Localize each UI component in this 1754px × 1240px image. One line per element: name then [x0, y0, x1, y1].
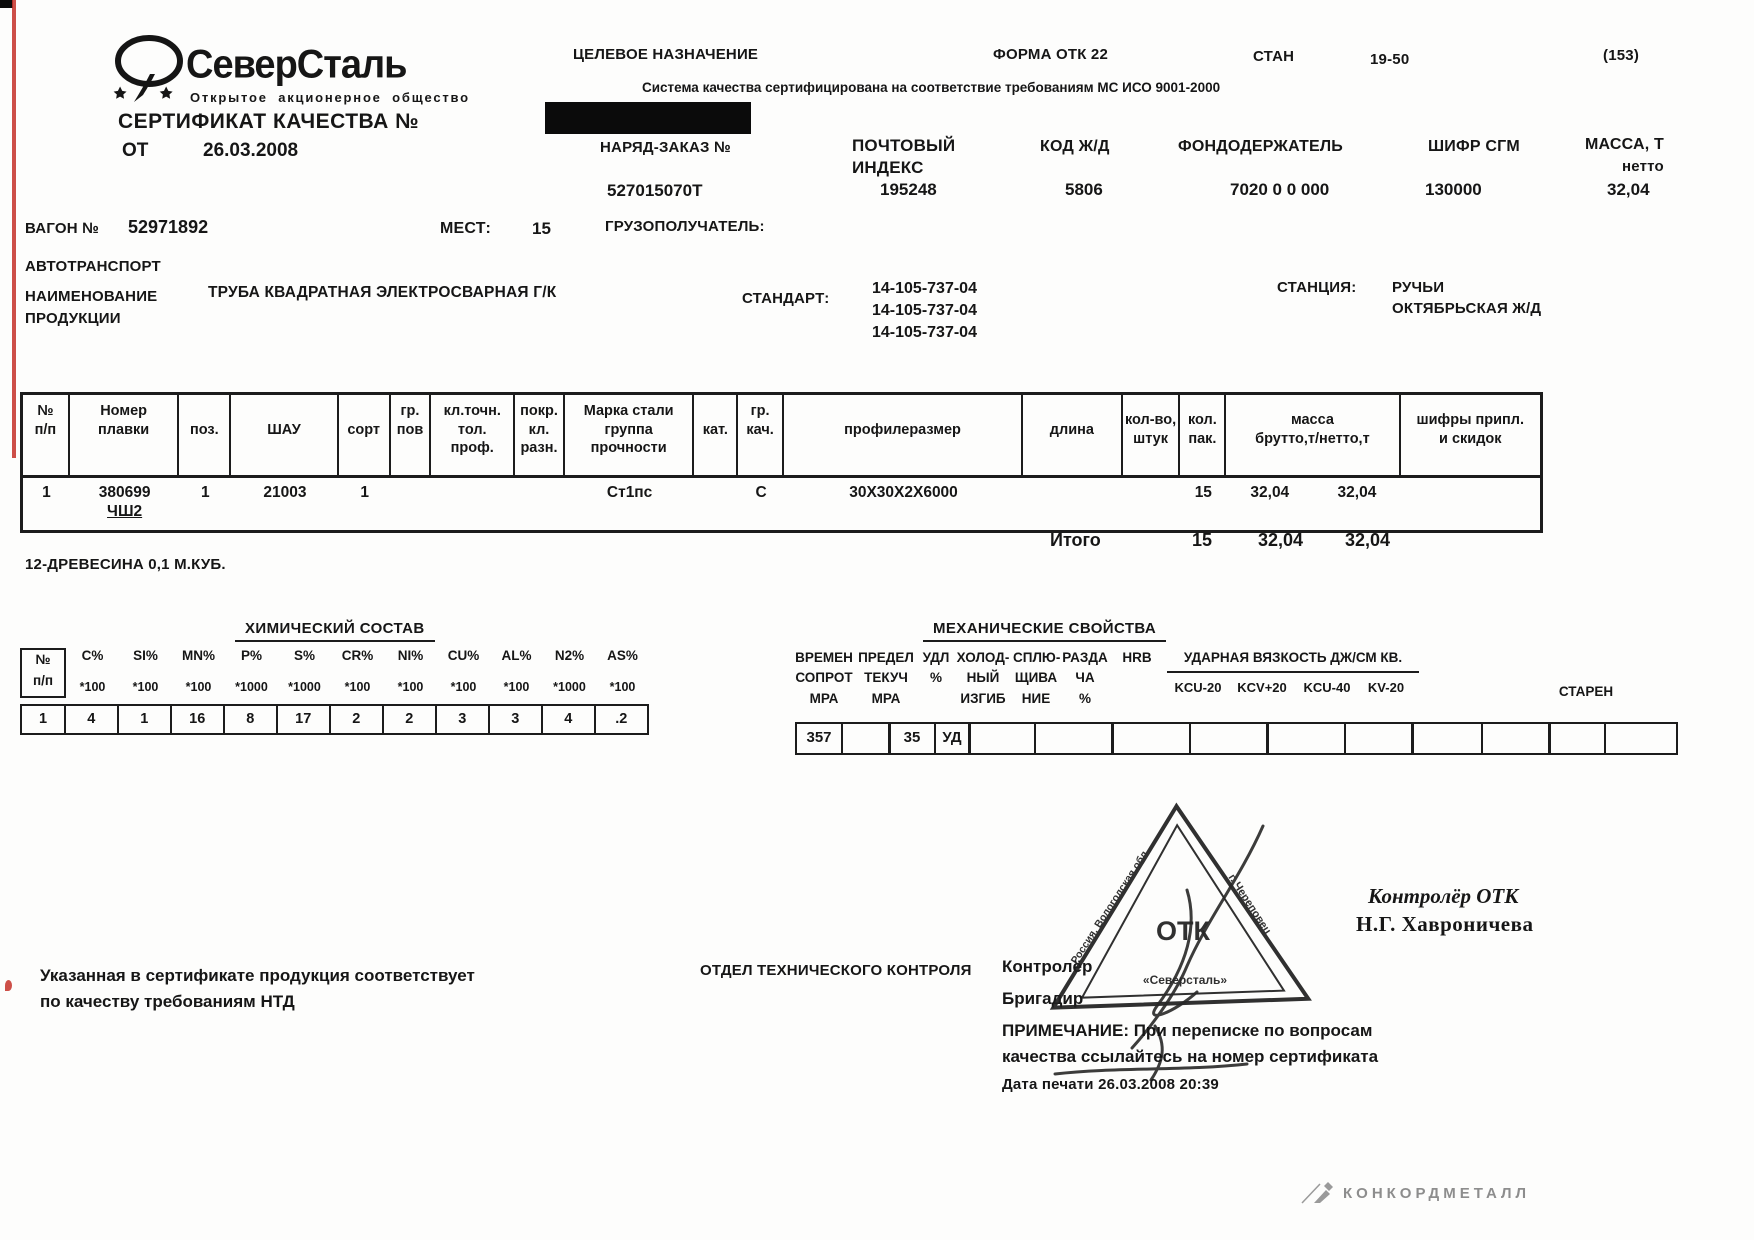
standard-label: СТАНДАРТ:: [742, 290, 830, 307]
mass-netto-label: нетто: [1622, 158, 1664, 175]
col-header-profile-size: профилеразмер: [784, 395, 1023, 475]
standard-value-2: 14-105-737-04: [872, 302, 977, 319]
date-from-label: ОТ: [122, 140, 149, 161]
mech-col-tensile: ВРЕМЕН СОПРОТ МРА: [795, 650, 853, 706]
mech-value-cell: [1344, 722, 1414, 755]
mech-values-row: [795, 722, 1678, 755]
chem-row-no: 1: [20, 704, 66, 735]
col-header-heat-number: Номер плавки: [70, 395, 180, 475]
impact-title: УДАРНАЯ ВЯЗКОСТЬ ДЖ/СМ КВ.: [1167, 648, 1419, 673]
chem-col-n2: N2% *1000 4: [543, 648, 596, 735]
cell-no: 1: [42, 484, 51, 501]
red-ink-dot: [5, 980, 12, 991]
postal-value: 195248: [880, 180, 937, 199]
mech-impact-group: [1167, 648, 1419, 698]
places-value: 15: [532, 219, 551, 238]
mech-value-cell: [1189, 722, 1269, 755]
controller-label: Контролёр: [1002, 957, 1093, 976]
consignee-label: ГРУЗОПОЛУЧАТЕЛЬ:: [605, 218, 765, 235]
mass-label: МАССА, Т: [1585, 136, 1665, 153]
mech-col-elong: УДЛ %: [922, 650, 950, 686]
total-label: Итого: [1050, 530, 1101, 550]
station-value-2: ОКТЯБРЬСКАЯ Ж/Д: [1392, 300, 1542, 317]
standard-value-3: 14-105-737-04: [872, 324, 977, 341]
col-header-codes: шифры припл. и скидок: [1416, 412, 1525, 447]
cell-packs-count: 15: [1194, 484, 1212, 501]
col-header-no: № п/п: [23, 395, 70, 475]
mass-value: 32,04: [1607, 180, 1650, 199]
table-row: [23, 478, 1540, 530]
concord-logo-icon: [1300, 1182, 1334, 1204]
chem-col-ni: NI% *100 2: [384, 648, 437, 735]
postal-label-2: ИНДЕКС: [852, 158, 924, 177]
cell-pieces-count: [1123, 478, 1181, 530]
fund-holder-label: ФОНДОДЕРЖАТЕЛЬ: [1178, 138, 1344, 155]
iso-certification-line: Система качества сертифицирована на соответствие требованиям МС ИСО 9001-2000: [642, 80, 1221, 95]
station-value-1: РУЧЬИ: [1392, 279, 1445, 296]
wagon-label: ВАГОН №: [25, 220, 100, 237]
mech-value-cell: [1411, 722, 1483, 755]
print-date: Дата печати 26.03.2008 20:39: [1002, 1076, 1219, 1093]
mech-value-cell: 357: [795, 722, 843, 755]
mech-value-cell: [1034, 722, 1114, 755]
wood-note: 12-ДРЕВЕСИНА 0,1 М.КУБ.: [25, 556, 226, 573]
mechanical-properties-section: [795, 620, 1735, 765]
cell-gr-pov: [391, 478, 432, 530]
main-product-table: [20, 392, 1543, 533]
mech-col-yield: ПРЕДЕЛ ТЕКУЧ МРА: [858, 650, 914, 706]
chem-col-cu: CU% *100 3: [437, 648, 490, 735]
certificate-title: СЕРТИФИКАТ КАЧЕСТВА №: [118, 110, 420, 133]
cell-kat: [694, 478, 738, 530]
total-brutto: 32,04: [1258, 530, 1304, 550]
stamp-company-text: «Северсталь»: [1142, 973, 1228, 987]
cell-coating-class: [515, 478, 565, 530]
concord-watermark: [1300, 1182, 1530, 1204]
col-header-accuracy-class: кл.точн. тол. проф.: [431, 395, 515, 475]
col-header-kat: кат.: [694, 395, 738, 475]
cell-mass: 32,04 32,04: [1250, 484, 1377, 501]
cell-length: [1023, 478, 1123, 530]
cell-sort: 1: [360, 484, 369, 501]
standard-value-1: 14-105-737-04: [872, 280, 977, 297]
mech-value-cell: [968, 722, 1036, 755]
places-label: МЕСТ:: [440, 220, 492, 237]
chem-col-s: S% *1000 17: [278, 648, 331, 735]
mech-value-cell: УД: [934, 722, 971, 755]
col-header-packs-count: кол. пак.: [1180, 395, 1226, 475]
cell-steel-grade: Ст1пс: [606, 484, 653, 501]
chem-table: [20, 648, 649, 735]
logo-wordmark: СеверСталь: [186, 43, 407, 87]
rail-code-label: КОД Ж/Д: [1040, 138, 1110, 155]
cell-profile-size: 30Х30Х2Х6000: [849, 484, 958, 501]
mech-col-aging: СТАРЕН: [1558, 684, 1614, 699]
postal-label-1: ПОЧТОВЫЙ: [852, 136, 956, 155]
inspector-name: Н.Г. Хавроничева: [1356, 912, 1534, 936]
mech-value-cell: [1548, 722, 1606, 755]
redaction-bar: [545, 102, 751, 134]
stan-value: 19-50: [1370, 51, 1410, 68]
chem-col-c: C% *100 4: [66, 648, 119, 735]
wagon-value: 52971892: [128, 217, 209, 237]
stamp-country-text: Россия, Вологодская обл.: [1068, 846, 1153, 967]
col-header-gr-pov: гр. пов: [391, 395, 432, 475]
main-table-header: [23, 395, 1540, 478]
chem-col-p: P% *1000 8: [225, 648, 278, 735]
order-value: 527015070Т: [607, 181, 703, 200]
mech-col-hrb: HRB: [1122, 650, 1152, 665]
chemical-composition-section: [20, 620, 649, 735]
col-header-poz: поз.: [179, 395, 231, 475]
mech-col-expand: РАЗДА ЧА %: [1062, 650, 1108, 706]
sgm-code-label: ШИФР СГМ: [1428, 138, 1520, 155]
form-label: ФОРМА ОТК 22: [993, 46, 1109, 63]
col-header-steel-grade: Марка стали группа прочности: [565, 395, 694, 475]
chem-title: ХИМИЧЕСКИЙ СОСТАВ: [235, 620, 435, 642]
transport-label: АВТОТРАНСПОРТ: [25, 258, 161, 275]
otk-department: ОТДЕЛ ТЕХНИЧЕСКОГО КОНТРОЛЯ: [700, 962, 972, 979]
stamp-otk-text: ОТК: [1156, 916, 1210, 946]
sgm-code-value: 130000: [1425, 180, 1482, 199]
conformity-line-2: по качеству требованиям НТД: [40, 992, 295, 1011]
product-name-label-2: ПРОДУКЦИИ: [25, 310, 121, 327]
stan-label: СТАН: [1253, 48, 1295, 65]
sheet-number: (153): [1603, 47, 1640, 64]
mech-title: МЕХАНИЧЕСКИЕ СВОЙСТВА: [923, 620, 1166, 642]
cell-accuracy-class: [431, 478, 515, 530]
mech-value-cell: [841, 722, 891, 755]
col-header-coating-class: покр. кл. разн.: [515, 395, 565, 475]
product-name-value: ТРУБА КВАДРАТНАЯ ЭЛЕКТРОСВАРНАЯ Г/К: [208, 284, 557, 301]
certificate-date: 26.03.2008: [203, 140, 299, 161]
note-line-2: качества ссылайтесь на номер сертификата: [1002, 1047, 1379, 1066]
conformity-line-1: Указанная в сертификате продукция соответствует: [40, 966, 475, 985]
col-header-mass: масса брутто,т/нетто,т: [1226, 395, 1400, 475]
chem-col-no: № п/п 1: [20, 648, 66, 735]
mech-col-flatten: СПЛЮ- ЩИВА НИЕ: [1013, 650, 1061, 706]
col-header-shau: ШАУ: [231, 395, 339, 475]
chem-col-al: AL% *100 3: [490, 648, 543, 735]
mech-value-cell: 35: [888, 722, 936, 755]
stamp-triangle-icon: [1035, 798, 1365, 1098]
col-header-quality-group: гр. кач.: [738, 395, 784, 475]
note-line-1: ПРИМЕЧАНИЕ: При переписке по вопросам: [1002, 1021, 1373, 1040]
logo-subtitle: Открытое акционерное общество: [190, 90, 470, 105]
severstal-logo-icon: [110, 34, 186, 106]
purpose-label: ЦЕЛЕВОЕ НАЗНАЧЕНИЕ: [573, 46, 759, 63]
mech-value-cell: [1266, 722, 1346, 755]
total-netto: 32,04: [1345, 530, 1391, 550]
stamp-city-text: г. Череповец: [1225, 872, 1274, 937]
chem-col-mn: MN% *100 16: [172, 648, 225, 735]
cell-quality-group: С: [755, 484, 767, 501]
watermark-text: КОНКОРДМЕТАЛЛ: [1343, 1184, 1531, 1202]
chem-col-cr: CR% *100 2: [331, 648, 384, 735]
cell-shau: 21003: [263, 484, 307, 501]
brigadier-label: Бригадир: [1002, 989, 1084, 1008]
chem-col-as: AS% *100 .2: [596, 648, 649, 735]
col-header-pieces-count: кол-во, штук: [1123, 395, 1181, 475]
rail-code-value: 5806: [1065, 180, 1103, 199]
total-packs: 15: [1192, 530, 1213, 550]
cell-codes: [1401, 478, 1540, 530]
mech-value-cell: [1604, 722, 1678, 755]
cell-heat-number: 380699 ЧШ2: [98, 484, 151, 521]
fund-holder-value: 7020 0 0 000: [1230, 180, 1330, 199]
mech-value-cell: [1111, 722, 1191, 755]
col-header-sort: сорт: [339, 395, 391, 475]
order-label: НАРЯД-ЗАКАЗ №: [600, 139, 731, 156]
product-name-label-1: НАИМЕНОВАНИЕ: [25, 288, 158, 305]
chem-col-si: SI% *100 1: [119, 648, 172, 735]
col-header-length: длина: [1023, 395, 1123, 475]
station-label: СТАНЦИЯ:: [1277, 279, 1357, 296]
red-margin-line: [12, 0, 16, 458]
inspector-title: Контролёр ОТК: [1368, 884, 1519, 908]
mech-col-coldbend: ХОЛОД- НЫЙ ИЗГИБ: [956, 650, 1010, 706]
cell-poz: 1: [200, 484, 210, 501]
impact-subcolumns: KCU-20 KCV+20 KCU-40 KV-20: [1174, 680, 1405, 696]
mech-value-cell: [1481, 722, 1551, 755]
